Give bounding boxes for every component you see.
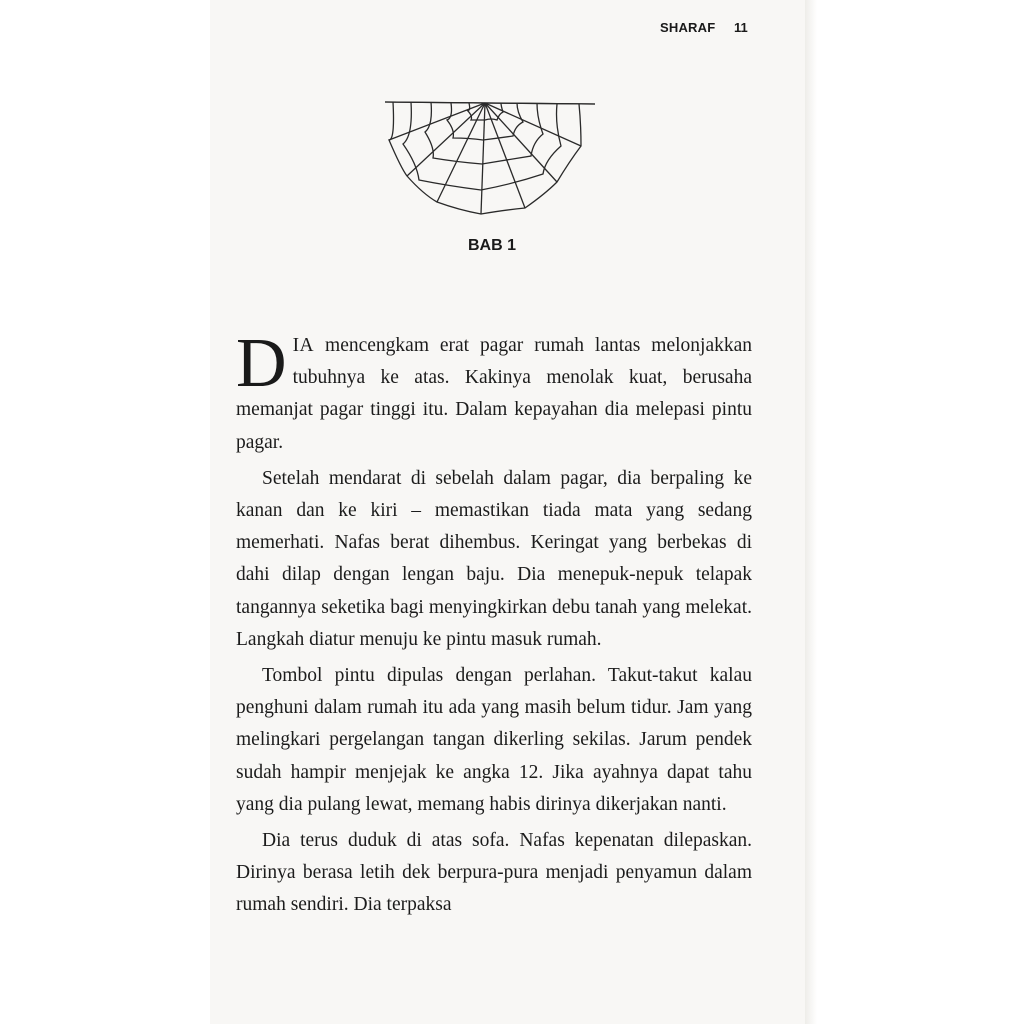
paragraph-1: [236, 325, 752, 459]
running-head-title: SHARAF: [660, 20, 716, 35]
chapter-body: [236, 325, 752, 926]
paragraph-3: Tombol pintu dipulas dengan perlahan. Takut-takut kalau penghuni dalam rumah itu ada yang masih belum tidur. Jam yang melingkari pergelangan tangan dikerling sekilas. Jarum pendek sudah hampir menjejak ke angka 12. Jika ayahnya dapat tahu yang dia pulang lewat, memang habis dirinya dikerjakan nanti.: [236, 665, 752, 815]
spider-web-icon: [385, 98, 595, 218]
drop-cap: D: [236, 325, 287, 402]
page-number: 11: [734, 20, 748, 35]
chapter-label: BAB 1: [467, 237, 516, 254]
paragraph-1-text: mencengkam erat pagar rumah lantas melonjakkan tubuhnya ke atas. Kakinya menolak kuat, berusaha memanjat pagar tinggi itu. Dalam kepayahan dia melepasi pintu pagar.: [236, 335, 752, 453]
paragraph-4: Dia terus duduk di atas sofa. Nafas kepenatan dilepaskan. Dirinya berasa letih dek berpura-pura menjadi penyamun dalam rumah sendiri. Dia terpaksa: [236, 830, 752, 916]
page-edge-shadow: [805, 0, 817, 1024]
paragraph-2: Setelah mendarat di sebelah dalam pagar, dia berpaling ke kanan dan ke kiri – memastikan tiada mata yang sedang memerhati. Nafas berat dihembus. Keringat yang berbekas di dahi dilap dengan lengan baju. Dia menepuk-nepuk telapak tangannya seketika bagi menyingkirkan debu tanah yang melekat. Langkah diatur menuju ke pintu masuk rumah.: [236, 467, 752, 650]
first-word-rest: IA: [292, 335, 315, 356]
